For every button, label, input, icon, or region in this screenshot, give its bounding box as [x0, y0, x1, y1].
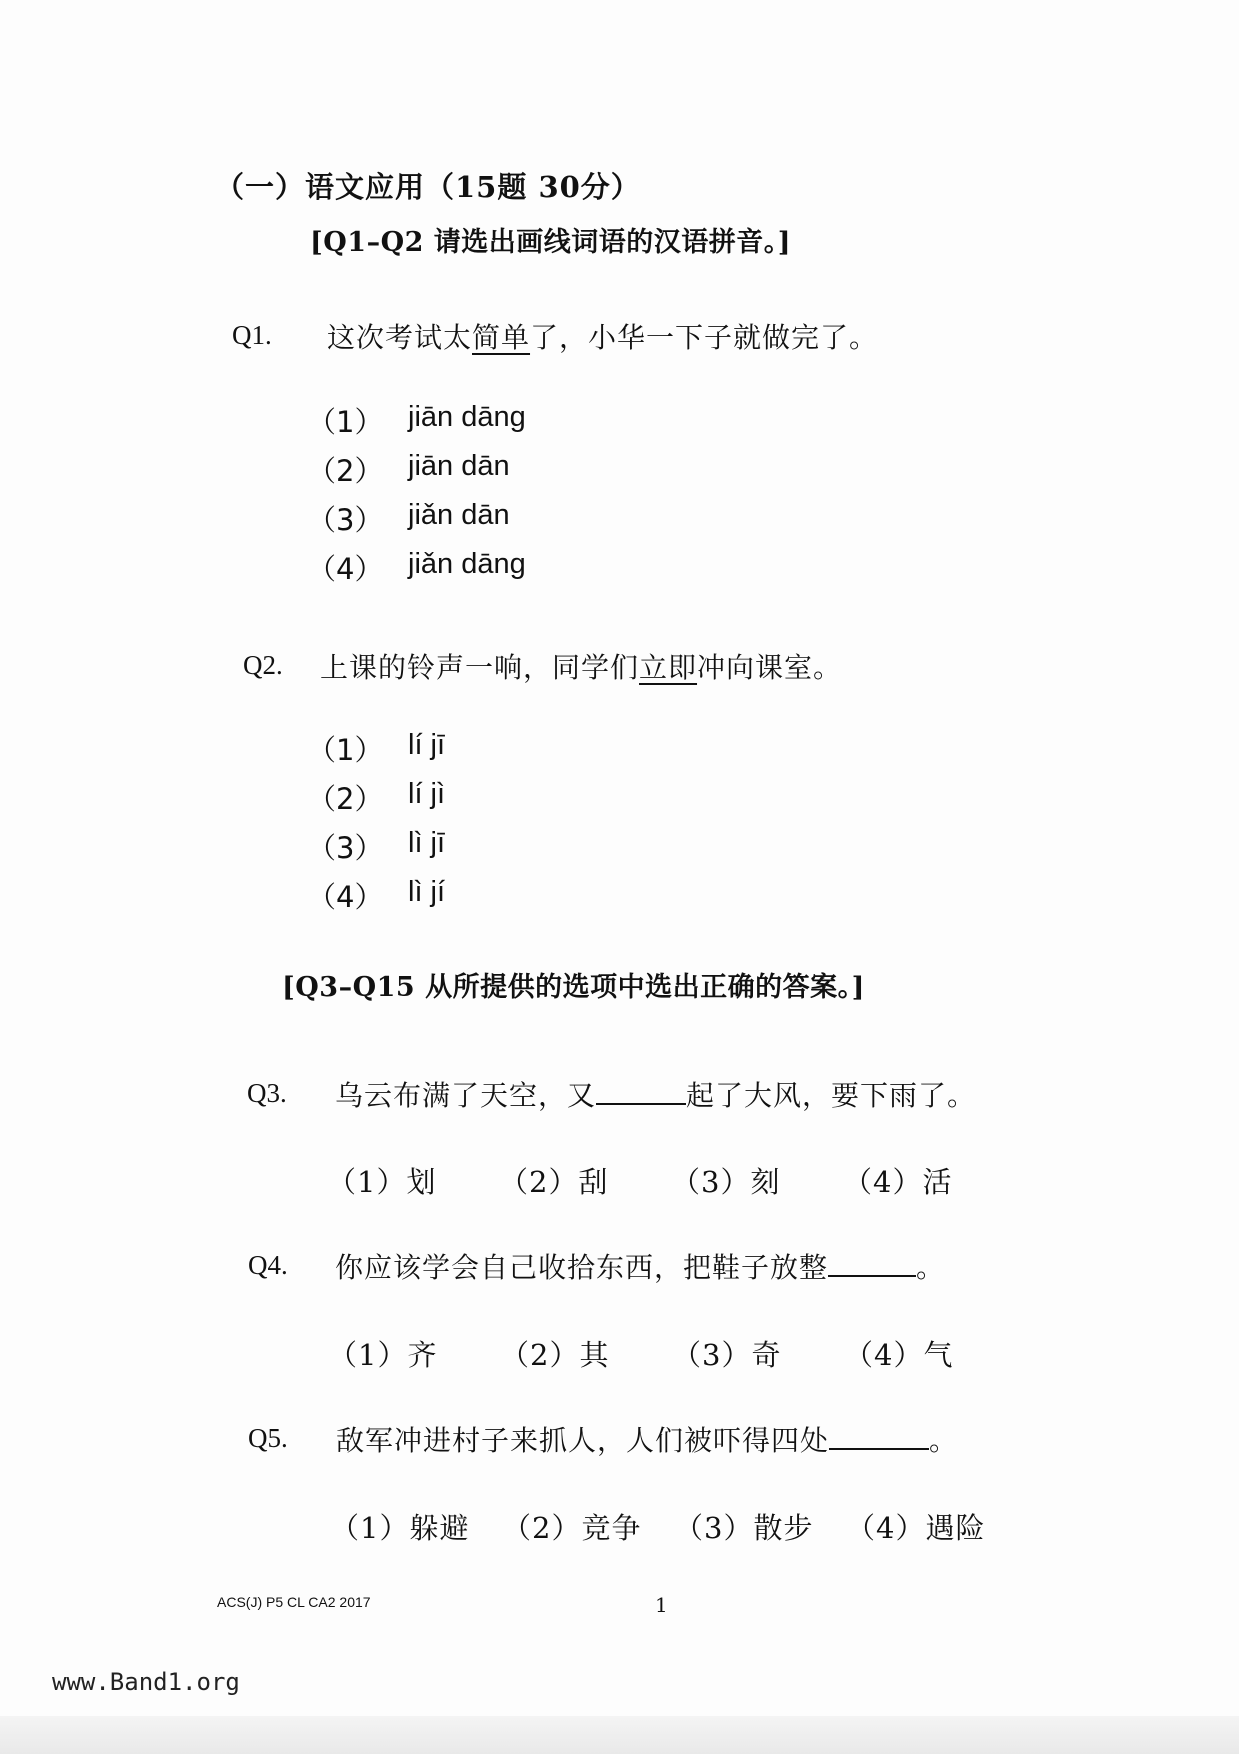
- q3-text: [335, 1074, 976, 1114]
- q2-underlined-word: 立即: [639, 651, 698, 684]
- q5-option-2[interactable]: （2）竞争: [502, 1511, 642, 1545]
- instruction-q1-q2: [Q1–Q2 请选出画线词语的汉语拼音。]: [310, 227, 792, 258]
- q2-option-3-number: （3）: [307, 831, 384, 865]
- q4-option-3[interactable]: （3）奇: [672, 1338, 782, 1372]
- q1-text-after: 了，小华一下子就做完了。: [530, 321, 879, 354]
- q1-option-3-number: （3）: [307, 503, 384, 537]
- q1-option-2-number: （2）: [307, 454, 384, 488]
- q1-text-before: 这次考试太: [327, 321, 473, 354]
- q5-text-before: 敌军冲进村子来抓人，人们被吓得四处: [336, 1424, 830, 1457]
- q3-option-3[interactable]: （3）刻: [671, 1165, 781, 1199]
- q2-number: Q2.: [243, 650, 283, 680]
- q2-option-4-text[interactable]: lì jí: [408, 876, 446, 908]
- scan-edge-band: [0, 1716, 1239, 1754]
- q2-text-after: 冲向课室。: [697, 651, 843, 684]
- q2-option-1-number: （1）: [307, 733, 384, 767]
- q5-options: [330, 1506, 985, 1547]
- q1-underlined-word: 简单: [472, 321, 531, 354]
- q2-option-3-text[interactable]: lì jī: [408, 827, 446, 859]
- q1-text: [327, 316, 878, 356]
- q5-text-after: 。: [929, 1424, 959, 1457]
- q5-option-4[interactable]: （4）遇险: [846, 1511, 986, 1545]
- q1-option-1-text[interactable]: jiān dāng: [408, 401, 526, 433]
- q2-option-1-text[interactable]: lí jī: [408, 729, 446, 761]
- footer-page-number: 1: [655, 1593, 668, 1617]
- q2-text-before: 上课的铃声一响，同学们: [320, 651, 640, 684]
- q1-number: Q1.: [232, 320, 272, 350]
- q5-option-1[interactable]: （1）躲避: [330, 1511, 470, 1545]
- q2-option-4-number: （4）: [307, 880, 384, 914]
- q1-option-1-number: （1）: [307, 405, 384, 439]
- q3-answer-blank: [596, 1077, 686, 1105]
- q1-option-3-text[interactable]: jiǎn dān: [408, 499, 510, 531]
- q4-text: [335, 1246, 945, 1286]
- q4-option-1[interactable]: （1）齐: [328, 1338, 438, 1372]
- q1-option-4-number: （4）: [307, 552, 384, 586]
- q2-text: [320, 646, 842, 686]
- watermark-url: www.Band1.org: [52, 1668, 240, 1696]
- q1-option-2-text[interactable]: jiān dān: [408, 450, 510, 482]
- q5-answer-blank: [829, 1422, 929, 1450]
- q4-text-before: 你应该学会自己收拾东西，把鞋子放整: [335, 1251, 829, 1284]
- q2-option-2-text[interactable]: lí jì: [408, 778, 446, 810]
- q3-options: [327, 1160, 952, 1201]
- q4-text-after: 。: [916, 1251, 946, 1284]
- q3-number: Q3.: [247, 1078, 287, 1108]
- q4-number: Q4.: [248, 1250, 288, 1280]
- footer-exam-code: ACS(J) P5 CL CA2 2017: [217, 1594, 371, 1610]
- q5-text: [336, 1419, 958, 1459]
- q3-option-1[interactable]: （1）划: [327, 1165, 437, 1199]
- section-title: （一）语文应用（15题 30分）: [215, 170, 641, 204]
- q4-answer-blank: [828, 1249, 916, 1277]
- q3-text-before: 乌云布满了天空，又: [335, 1079, 597, 1112]
- q3-text-after: 起了大风，要下雨了。: [686, 1079, 977, 1112]
- q4-options: [328, 1333, 953, 1374]
- q5-option-3[interactable]: （3）散步: [674, 1511, 814, 1545]
- q5-number: Q5.: [248, 1423, 288, 1453]
- q4-option-4[interactable]: （4）气: [844, 1338, 954, 1372]
- q2-option-2-number: （2）: [307, 782, 384, 816]
- instruction-q3-q15: [Q3–Q15 从所提供的选项中选出正确的答案。]: [282, 972, 865, 1003]
- q3-option-2[interactable]: （2）刮: [499, 1165, 609, 1199]
- q1-option-4-text[interactable]: jiǎn dāng: [408, 548, 526, 580]
- q4-option-2[interactable]: （2）其: [500, 1338, 610, 1372]
- q3-option-4[interactable]: （4）活: [843, 1165, 953, 1199]
